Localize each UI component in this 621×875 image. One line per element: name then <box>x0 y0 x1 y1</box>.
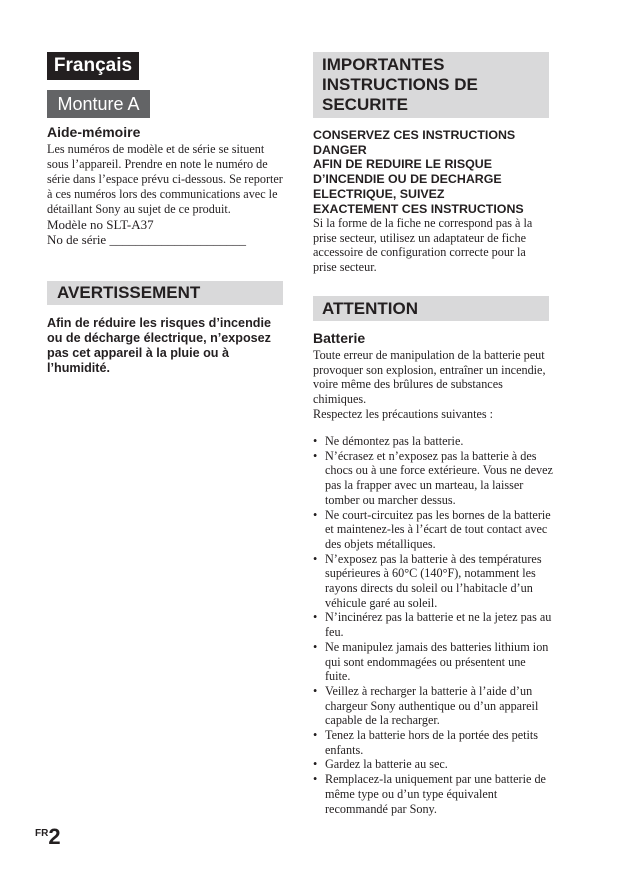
language-tab: Français <box>47 52 139 80</box>
bullet: • <box>313 728 318 743</box>
page-number <box>35 826 61 849</box>
list-item-text: Tenez la batterie hors de la portée des petits enfants. <box>325 728 539 757</box>
page-number-value: 2 <box>48 824 61 849</box>
safety-heading-line: INSTRUCTIONS DE <box>322 75 478 94</box>
bullet: • <box>313 639 318 654</box>
bullet: • <box>313 551 318 566</box>
bullet: • <box>313 772 318 787</box>
list-item <box>313 772 553 816</box>
list-item <box>313 728 553 757</box>
list-item <box>313 449 553 508</box>
battery-intro-text: Toute erreur de manipulation de la batterie peut provoquer son explosion, entraîner un incendie, voire même des brûlures de substances chimiques. <box>313 348 546 407</box>
list-item-text: Ne démontez pas la batterie. <box>325 434 464 448</box>
memo-serial-line: No de série _____________________ <box>47 232 246 247</box>
danger-line: D’INCENDIE OU DE DECHARGE <box>313 172 502 187</box>
bullet: • <box>313 507 318 522</box>
battery-intro <box>313 348 549 422</box>
attention-heading: ATTENTION <box>313 296 549 321</box>
list-item-text: N’exposez pas la batterie à des températures supérieures à 60°C (140°F), notamment les rayons directs du soleil ou l’habitacle d’un véhicule garé au soleil. <box>325 551 542 610</box>
list-item-text: Remplacez-la uniquement par une batterie de même type ou d’un type équivalent recommandé par Sony. <box>325 772 546 816</box>
plug-text: Si la forme de la fiche ne correspond pas à la prise secteur, utilisez un adaptateur de fiche accessoire de configuration correcte pour la prise secteur. <box>313 216 533 275</box>
safety-heading <box>313 52 549 118</box>
conserve-line: CONSERVEZ CES INSTRUCTIONS <box>313 128 516 142</box>
memo-heading: Aide-mémoire <box>47 124 141 140</box>
danger-line: DANGER <box>313 142 367 157</box>
precautions-intro: Respectez les précautions suivantes : <box>313 406 494 421</box>
model-tab: Monture A <box>47 90 150 118</box>
battery-heading: Batterie <box>313 330 366 346</box>
bullet: • <box>313 683 318 698</box>
danger-line: ELECTRIQUE, SUIVEZ <box>313 186 445 201</box>
bullet: • <box>313 434 318 448</box>
list-item-text: Ne manipulez jamais des batteries lithium ion qui sont endommagées ou présentent une fuite. <box>325 639 549 684</box>
conserve-instructions <box>313 128 553 216</box>
list-item <box>313 434 553 449</box>
list-item <box>313 508 553 552</box>
safety-heading-line: IMPORTANTES <box>322 55 445 74</box>
list-item-text: N’écrasez et n’exposez pas la batterie à des chocs ou à une force extérieure. Vous ne devez pas la frapper avec un marteau, la laisser tomber ou marcher dessus. <box>325 448 553 507</box>
list-item-text: Ne court-circuitez pas les bornes de la batterie et maintenez-les à l’écart de tout contact avec des objets métalliques. <box>325 507 551 551</box>
warning-heading: AVERTISSEMENT <box>47 281 283 305</box>
list-item-text: N’incinérez pas la batterie et ne la jetez pas au feu. <box>325 610 552 640</box>
list-item <box>313 684 553 728</box>
list-item <box>313 552 553 611</box>
memo-body <box>47 142 283 247</box>
bullet: • <box>313 448 318 463</box>
warning-text: Afin de réduire les risques d’incendie ou de décharge électrique, n’exposez pas cet appareil à la pluie ou à l’humidité. <box>47 316 271 375</box>
list-item-text: Veillez à recharger la batterie à l’aide d’un chargeur Sony authentique ou d’un appareil capable de la recharger. <box>325 683 539 728</box>
list-item <box>313 640 553 684</box>
bullet: • <box>313 610 318 625</box>
memo-text: Les numéros de modèle et de série se situent sous l’appareil. Prendre en note le numéro de série dans l’espace prévu ci-dessous. Se reporter à ces numéros lors des communications avec le détaillant Sony au sujet de ce produit. <box>47 142 283 216</box>
list-item <box>313 610 553 639</box>
danger-line: AFIN DE REDUIRE LE RISQUE <box>313 157 492 172</box>
memo-model-line: Modèle no SLT-A37 <box>47 217 154 232</box>
battery-precautions-list <box>313 434 553 816</box>
bullet: • <box>313 757 318 772</box>
list-item <box>313 757 553 772</box>
page-prefix: FR <box>35 828 49 839</box>
safety-heading-line: SECURITE <box>322 95 408 114</box>
danger-line: EXACTEMENT CES INSTRUCTIONS <box>313 201 524 216</box>
list-item-text: Gardez la batterie au sec. <box>325 757 448 772</box>
